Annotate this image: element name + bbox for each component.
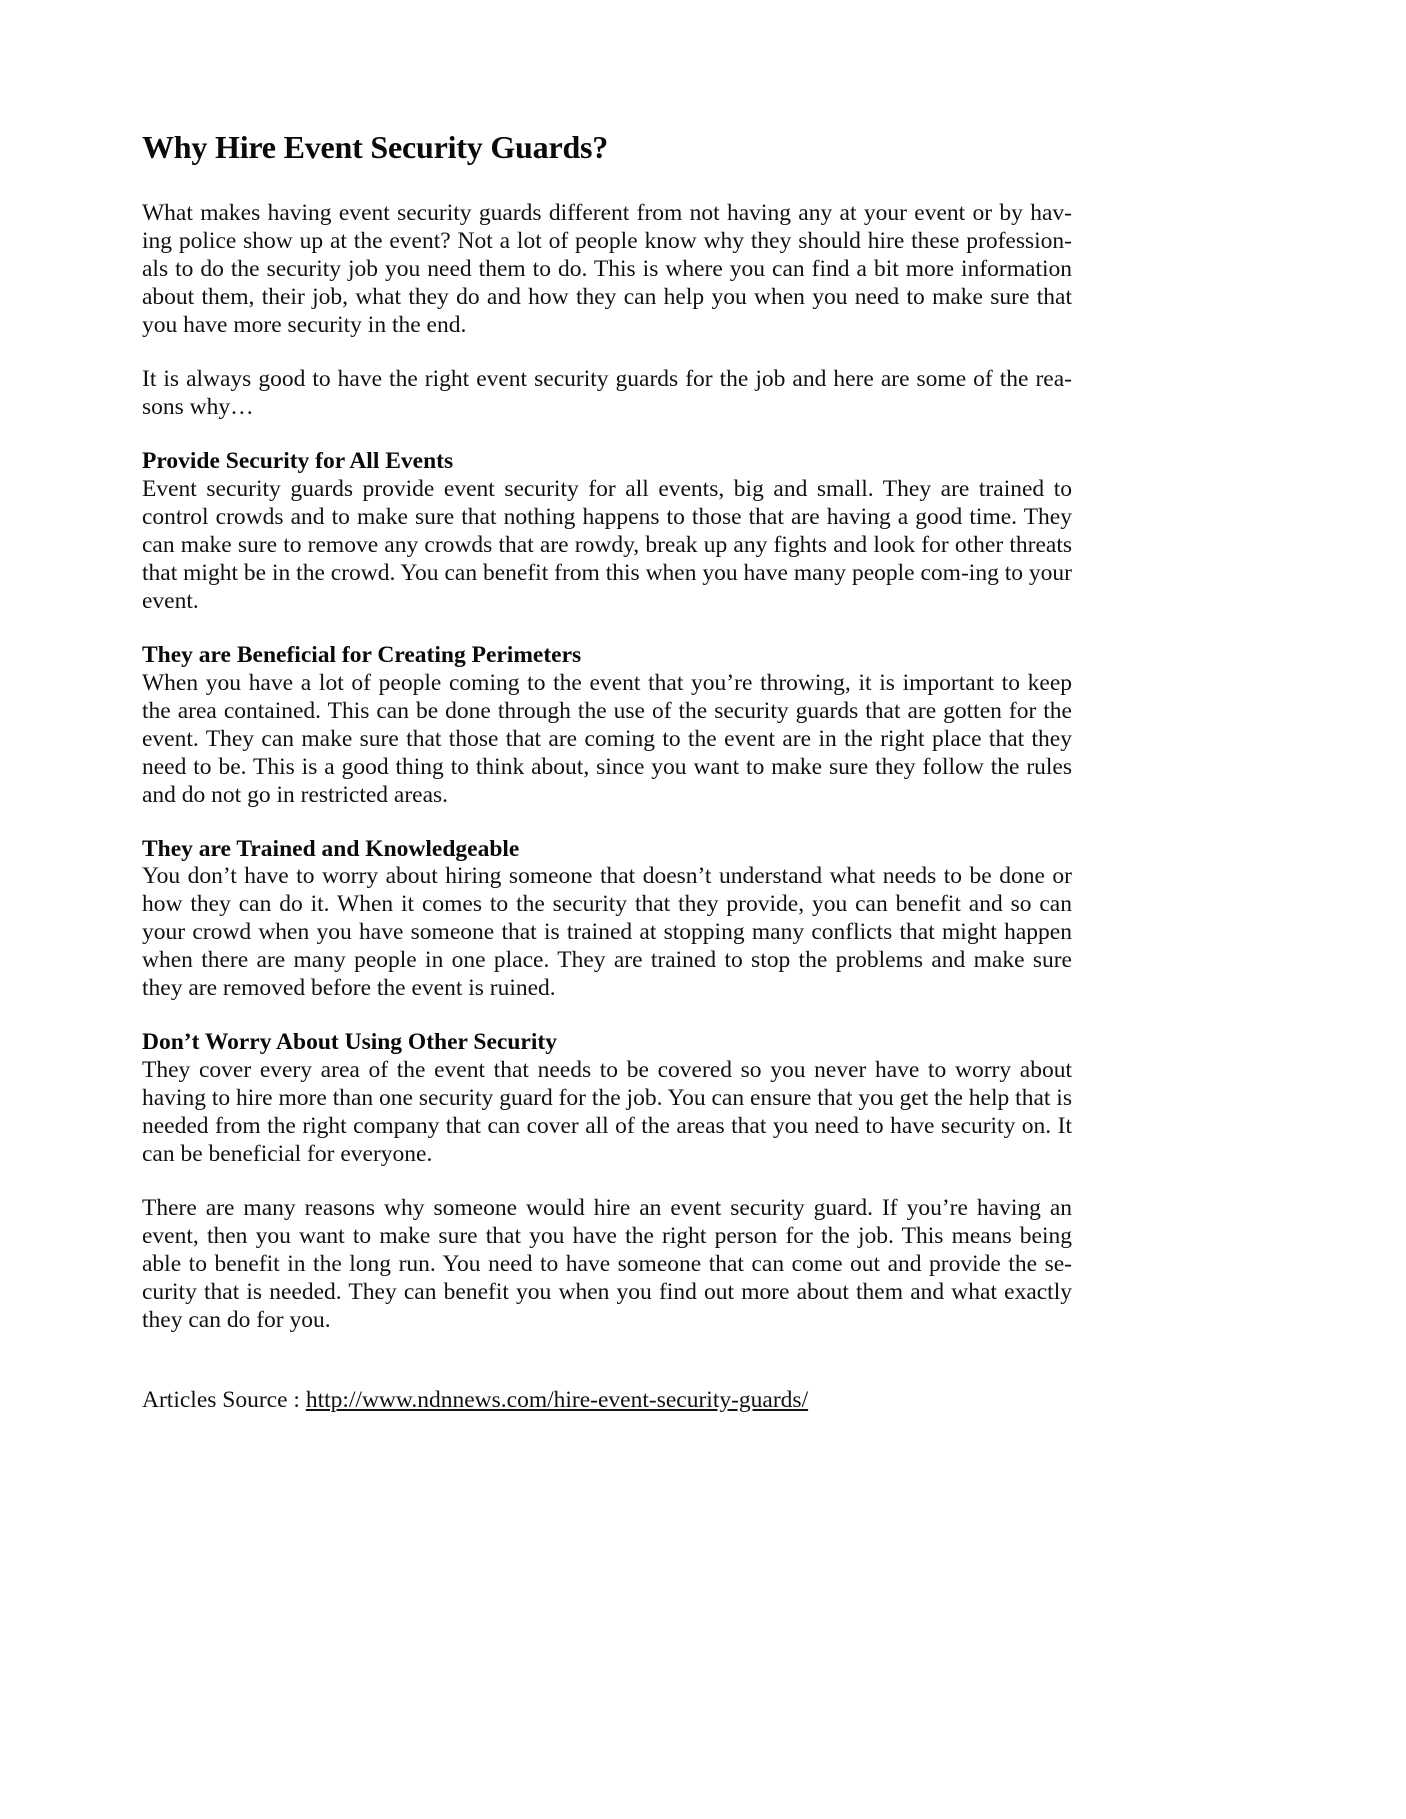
section-body: When you have a lot of people coming to the event that you’re throwing, it is important to keep the area contained. This can be done through the use of the security guards that are gotten for the event. They can make sure that those that are coming to the event are in the right place that they need to be. This is a good thing to think about, since you want to make sure they follow the rules and do not go in restricted areas. [142,669,1072,808]
section-body: You don’t have to worry about hiring someone that doesn’t understand what needs to be done or how they can do it. When it comes to the security that they provide, you can benefit and so can your crowd when you have someone that is trained at stopping many conflicts that might happen when there are many people in one place. They are trained to stop the problems and make sure they are removed before the event is ruined. [142,863,1072,1002]
source-attribution [142,1387,1072,1415]
section-body: They cover every area of the event that needs to be covered so you never have to worry about having to hire more than one security guard for the job. You can ensure that you get the help that is needed from the right company that can cover all of the areas that you need to have security on. It can be beneficial for everyone. [142,1057,1072,1168]
page-title: Why Hire Event Security Guards? [142,129,609,165]
closing-paragraph: There are many reasons why someone would hire an event security guard. If you’re having an event, then you want to make sure that you have the right person for the job. This means being able to benefit in the long run. You need to have someone that can come out and provide the se-curity that is needed. They can benefit you when you find out more about them and what exactly they can do for you. [142,1194,1072,1333]
source-label: Articles Source : [142,1386,306,1413]
section-trained-knowledgeable [142,836,1072,1004]
section-other-security [142,1029,1072,1169]
section-body: Event security guards provide event security for all events, big and small. They are trained to control crowds and to make sure that nothing happens to those that are having a good time. They can make sure to remove any crowds that are rowdy, break up any fights and look for other threats that might be in the crowd. You can benefit from this when you have many people com-ing to your event. [142,476,1072,614]
section-creating-perimeters [142,642,1072,810]
section-heading: They are Beneficial for Creating Perimeters [142,641,582,668]
intro-paragraph-2: It is always good to have the right event security guards for the job and here are some of the rea-sons why… [142,366,1072,421]
source-url-link[interactable]: http://www.ndnnews.com/hire-event-security-guards/ [305,1386,809,1413]
section-heading: They are Trained and Knowledgeable [142,835,520,862]
intro-paragraph-1: What makes having event security guards different from not having any at your event or by hav-ing police show up at the event? Not a lot of people know why they should hire these profession-als to do the security job you need them to do. This is where you can find a bit more information about them, their job, what they do and how they can help you when you need to make sure that you have more security in the end. [142,200,1072,339]
section-heading: Provide Security for All Events [142,448,454,475]
section-heading: Don’t Worry About Using Other Security [142,1029,557,1056]
section-provide-security [142,448,1072,616]
document-content [142,128,1072,1415]
